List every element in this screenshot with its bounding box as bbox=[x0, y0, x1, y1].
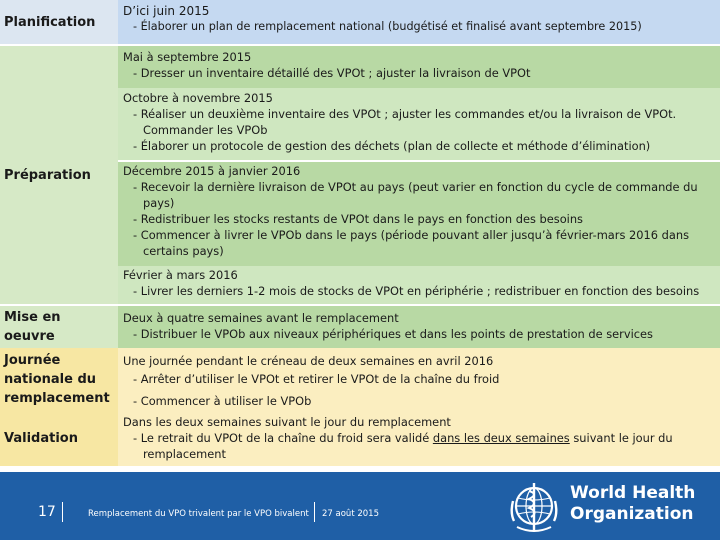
preparation-block-3-item-3: - Commencer à livrer le VPOb dans le pays (période pouvant aller jusqu’à février-mars 2016 dans certains pays) bbox=[123, 227, 720, 259]
who-wordmark-line-2: Organization bbox=[570, 504, 694, 524]
validation-label: Validation bbox=[4, 430, 78, 446]
preparation-block-4 bbox=[118, 266, 720, 304]
journee-label: Journée nationale du remplacement bbox=[4, 352, 110, 406]
validation-item-1 bbox=[123, 430, 720, 462]
journee-heading: Une journée pendant le créneau de deux semaines en avril 2016 bbox=[123, 354, 494, 368]
preparation-block-4-item-1: - Livrer les derniers 1-2 mois de stocks de VPOt en périphérie ; redistribuer en fonction des besoins bbox=[123, 283, 720, 299]
preparation-label: Préparation bbox=[4, 167, 91, 183]
validation-heading: Dans les deux semaines suivant le jour du remplacement bbox=[123, 415, 451, 429]
preparation-block-3-item-2: - Redistribuer les stocks restants de VPOt dans le pays en fonction des besoins bbox=[123, 211, 720, 227]
row-label-planification bbox=[0, 0, 118, 44]
footer-date: 27 août 2015 bbox=[322, 509, 379, 519]
preparation-block-1-heading: Mai à septembre 2015 bbox=[123, 50, 252, 64]
planification-heading: D’ici juin 2015 bbox=[123, 4, 210, 18]
mise-en-oeuvre-item-1: - Distribuer le VPOb aux niveaux périphériques et dans les points de prestation de services bbox=[123, 326, 720, 342]
planification-item-1: - Élaborer un plan de remplacement national (budgétisé et finalisé avant septembre 2015) bbox=[123, 19, 720, 35]
preparation-block-2-item-1: - Réaliser un deuxième inventaire des VPOt ; ajuster les commandes et/ou la livraison de VPOt. Commander les VPOb bbox=[123, 106, 720, 138]
who-wordmark bbox=[570, 483, 695, 525]
planification-label: Planification bbox=[4, 14, 96, 30]
preparation-block-4-heading: Février à mars 2016 bbox=[123, 268, 238, 282]
validation-item-underlined: dans les deux semaines bbox=[432, 431, 570, 445]
preparation-block-1-item-1: - Dresser un inventaire détaillé des VPOt ; ajuster la livraison de VPOt bbox=[123, 65, 720, 81]
journee-item-2: - Commencer à utiliser le VPOb bbox=[123, 392, 720, 410]
row-label-mise-en-oeuvre bbox=[0, 306, 118, 348]
who-emblem-icon bbox=[505, 477, 563, 535]
preparation-block-2 bbox=[118, 88, 720, 160]
footer-divider-1 bbox=[62, 502, 63, 522]
row-content-planification bbox=[118, 0, 720, 44]
preparation-block-2-heading: Octobre à novembre 2015 bbox=[123, 91, 273, 105]
preparation-block-3-heading: Décembre 2015 à janvier 2016 bbox=[123, 164, 301, 178]
row-content-journee bbox=[118, 348, 720, 410]
preparation-block-3 bbox=[118, 162, 720, 266]
row-label-preparation bbox=[0, 46, 118, 304]
row-label-validation bbox=[0, 410, 118, 466]
validation-item-pre: Le retrait du VPOt de la chaîne du froid sera validé bbox=[140, 431, 433, 445]
footer-title: Remplacement du VPO trivalent par le VPO bivalent bbox=[88, 509, 309, 519]
preparation-block-2-item-2: - Élaborer un protocole de gestion des déchets (plan de collecte et méthode d’élimination) bbox=[123, 138, 720, 154]
footer-divider-2 bbox=[314, 502, 315, 522]
mise-en-oeuvre-heading: Deux à quatre semaines avant le remplacement bbox=[123, 311, 399, 325]
row-label-journee bbox=[0, 348, 118, 410]
preparation-block-3-item-1: - Recevoir la dernière livraison de VPOt au pays (peut varier en fonction du cycle de commande du pays) bbox=[123, 179, 720, 211]
row-content-validation bbox=[118, 410, 720, 466]
page-number: 17 bbox=[38, 504, 56, 520]
who-wordmark-line-1: World Health bbox=[570, 483, 696, 503]
row-content-mise-en-oeuvre bbox=[118, 306, 720, 348]
journee-item-1: - Arrêter d’utiliser le VPOt et retirer le VPOt de la chaîne du froid bbox=[123, 370, 720, 388]
mise-en-oeuvre-label: Mise en oeuvre bbox=[4, 310, 61, 344]
validation-item-post: suivant le jour du remplacement bbox=[143, 431, 673, 461]
preparation-block-1 bbox=[118, 46, 720, 88]
